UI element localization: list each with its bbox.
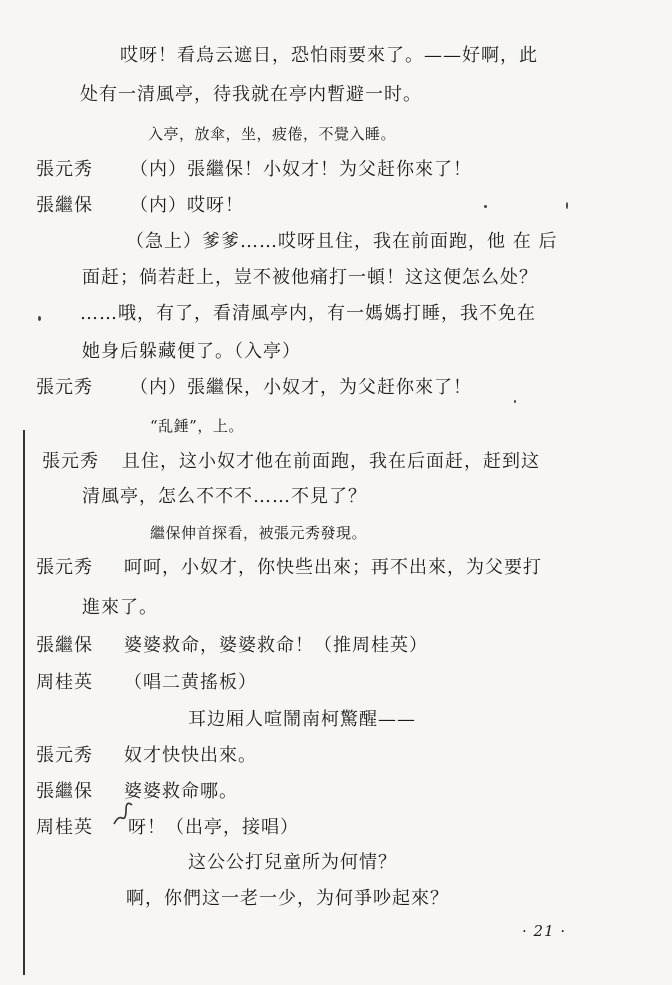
text-line-16: 進來了。 [82,597,158,618]
speaker-name: 張繼保 [36,195,93,216]
dialogue-text: 奴才快快出來。 [124,745,257,766]
speaker-name: 張元秀 [36,557,93,578]
dialogue-text: 婆婆救命，婆婆救命！（推周桂英） [124,635,428,656]
dialogue-text: （内）張繼保！小奴才！为父赶你來了！ [130,159,472,180]
text-line-13: 清風亭，怎么不不不……不見了？ [82,486,367,507]
text-line-7: 面赶；倘若赶上，豈不被他痛打一頓！这这便怎么处？ [82,267,538,288]
page-number: · 21 · [522,922,567,940]
dialogue-text: （唱二黄搖板） [124,672,257,693]
text-line-8: ……哦，有了，看清風亭内，有一媽媽打睡，我不免在 [80,303,536,324]
speaker-name: 張元秀 [36,745,93,766]
stage-direction: 入亭，放傘，坐，疲倦，不覺入睡。 [148,125,397,143]
scan-speck [484,205,487,208]
scan-speck [566,202,568,209]
dialogue-text: （内）哎呀！ [130,195,244,216]
song-line: 啊，你們这一老一少，为何爭吵起來？ [126,888,449,909]
speaker-name: 張元秀 [36,377,93,398]
speaker-name: 張繼保 [36,635,93,656]
stage-direction: 繼保伸首探看，被張元秀發現。 [150,524,368,542]
scan-speck [514,400,516,403]
scan-speck [38,316,41,321]
text-line-1: 哎呀！看烏云遮日，恐怕雨要來了。——好啊，此 [120,45,538,66]
dialogue-text: 呀！（出亭，接唱） [128,817,299,838]
stage-direction: “乱錘”，上。 [150,417,244,435]
dialogue-text: （内）張繼保，小奴才，为父赶你來了！ [130,377,472,398]
dialogue-text: 呵呵，小奴才，你快些出來；再不出來，为父要打 [124,557,542,578]
text-line-6: （急上）爹爹……哎呀且住，我在前面跑，他 在 后 [126,231,558,252]
song-line: 耳边厢人喧鬧南柯驚醒—— [188,709,416,730]
ink-mark [112,802,134,828]
dialogue-text: 且住，这小奴才他在前面跑，我在后面赶，赶到这 [122,451,540,472]
dialogue-text: 婆婆救命哪。 [124,781,238,802]
speaker-name: 張繼保 [36,781,93,802]
speaker-name: 張元秀 [42,451,99,472]
speaker-name: 張元秀 [36,159,93,180]
song-line: 这公公打兒童所为何情？ [188,852,397,873]
text-line-9: 她身后躲藏便了。（入亭） [82,341,301,362]
binding-margin-line [23,430,25,975]
speaker-name: 周桂英 [36,672,93,693]
speaker-name: 周桂英 [36,817,93,838]
text-line-2: 处有一清風亭，待我就在亭内暫避一时。 [80,84,422,105]
